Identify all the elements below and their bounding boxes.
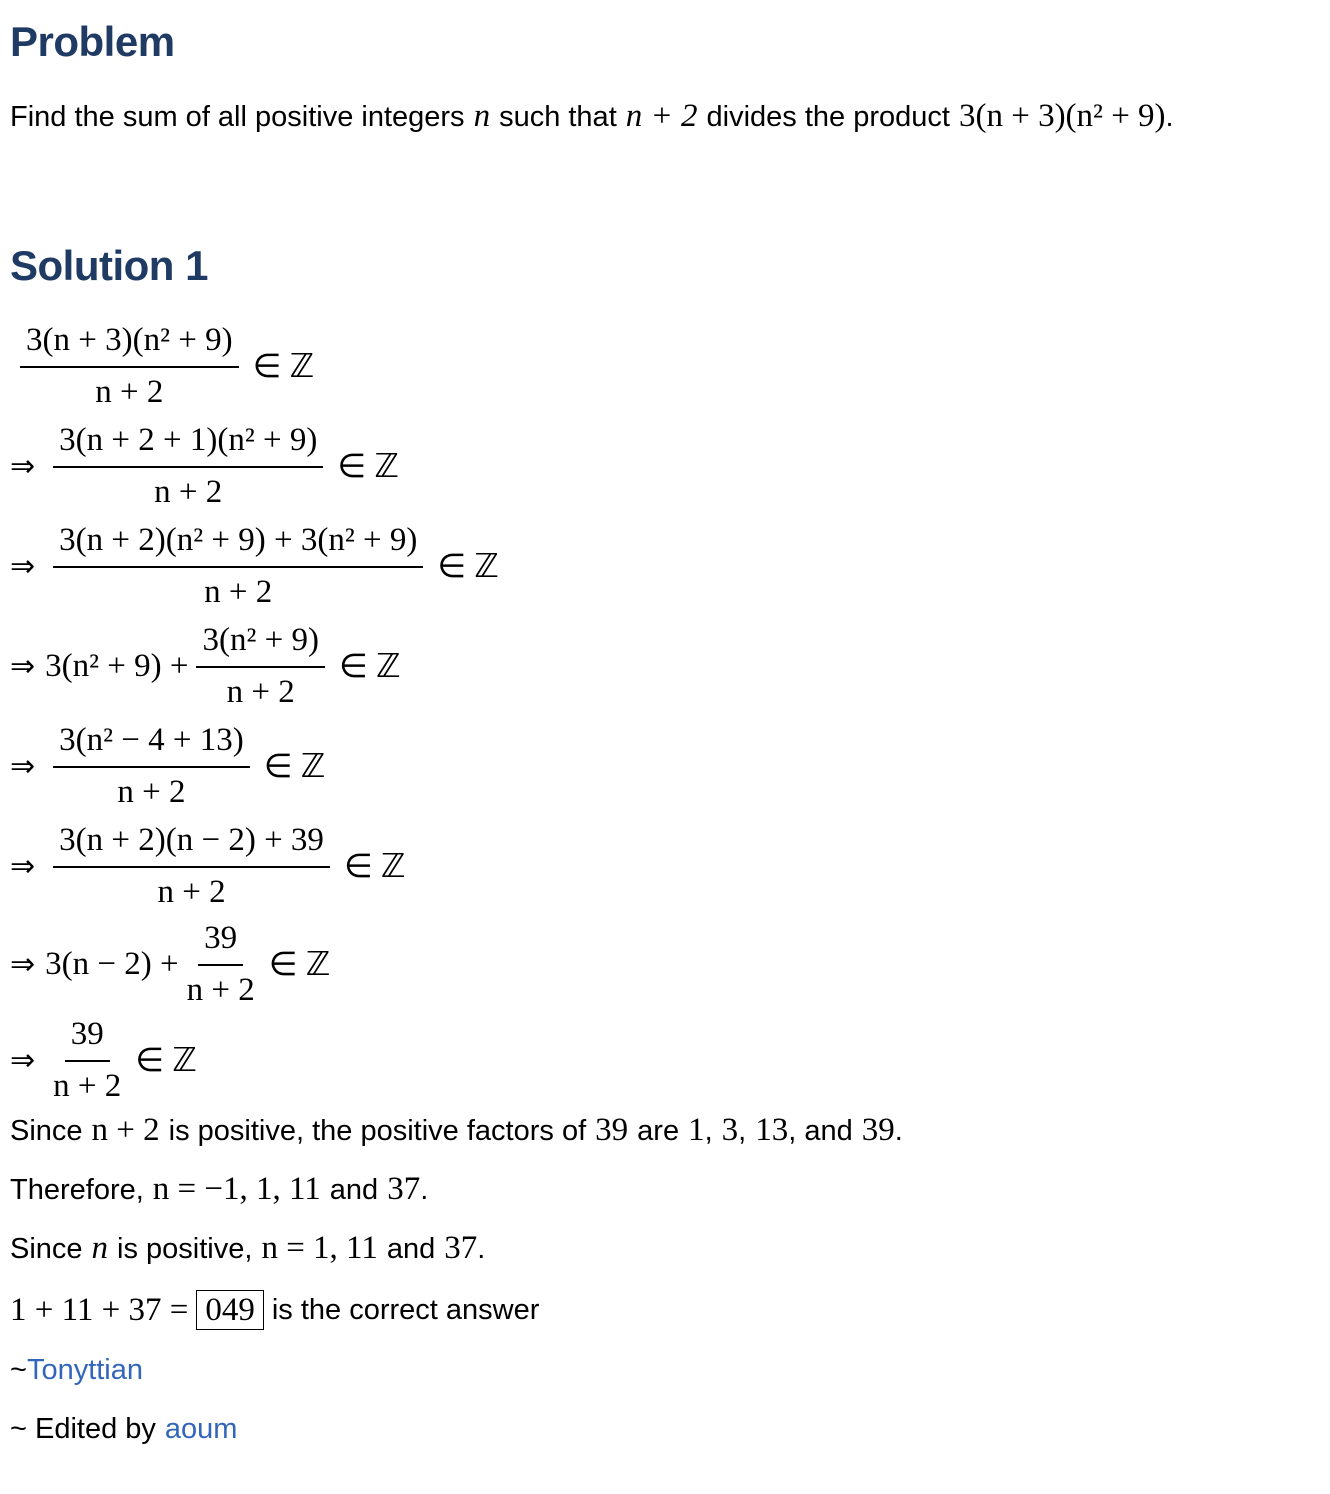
edited-by-text: ~ Edited by [10,1413,156,1445]
math-39: 39 [595,1112,629,1148]
in-integers: ∈ ℤ [135,1043,197,1079]
fraction-numerator: 3(n + 2 + 1)(n² + 9) [53,420,323,468]
text: Since [10,1233,83,1265]
values-sentence [10,1171,428,1208]
derivation-step [10,316,499,416]
math-1: 1 [688,1112,705,1148]
text: and [329,1174,379,1206]
implies-arrow: ⇒ [10,548,36,584]
author-credit [10,1354,143,1387]
problem-text-3: divides the product [706,101,950,133]
problem-heading: Problem [10,18,175,65]
fraction [53,820,330,912]
text: is positive, the positive factors of [168,1115,587,1147]
math-3: 3 [721,1112,739,1148]
derivation-step [10,516,499,616]
implies-arrow: ⇒ [10,748,36,784]
fraction-denominator: n + 2 [204,574,273,610]
derivation-step [10,816,499,916]
fraction [20,320,239,412]
answer-line [10,1290,539,1330]
fraction-denominator: n + 2 [53,1068,122,1104]
in-integers: ∈ ℤ [263,749,326,785]
factors-sentence [10,1112,903,1149]
comma: , [738,1115,747,1147]
editor-link[interactable]: aoum [164,1413,238,1445]
problem-period: . [1165,101,1174,133]
answer-expression: 1 + 11 + 37 = [10,1291,189,1328]
fraction-denominator: n + 2 [117,774,186,810]
text: are [637,1115,680,1147]
comma: , [704,1115,713,1147]
fraction-numerator: 39 [198,918,243,966]
text: and [386,1233,436,1265]
in-integers: ∈ ℤ [338,649,401,685]
editor-credit [10,1413,237,1446]
fraction [53,720,250,812]
period: . [477,1233,486,1265]
derivation-step [10,416,499,516]
math-13: 13 [755,1112,789,1148]
text: , and [788,1115,853,1147]
fraction [53,1014,121,1106]
solution-heading: Solution 1 [10,242,208,289]
in-integers: ∈ ℤ [252,349,315,385]
fraction-numerator: 39 [65,1014,110,1062]
fraction [53,420,323,512]
step-lead: 3(n² + 9) + [45,647,189,684]
text: Therefore, [10,1174,144,1206]
in-integers: ∈ ℤ [437,549,499,585]
implies-arrow: ⇒ [10,946,36,982]
math-37: 37 [444,1230,478,1266]
derivation-step [10,1012,499,1108]
period: . [420,1174,429,1206]
in-integers: ∈ ℤ [268,947,331,983]
math-n-positive-values: n = 1, 11 [261,1230,378,1266]
fraction [187,918,255,1010]
math-n-values: n = −1, 1, 11 [152,1171,321,1207]
fraction-denominator: n + 2 [157,874,226,910]
period: . [894,1115,903,1147]
step-lead: 3(n − 2) + [45,945,179,982]
derivation-step [10,916,499,1012]
fraction-numerator: 3(n + 2)(n − 2) + 39 [53,820,330,868]
boxed-answer: 049 [196,1290,264,1330]
fraction-numerator: 3(n² + 9) [196,620,324,668]
derivation-step [10,716,499,816]
in-integers: ∈ ℤ [337,449,399,485]
author-link[interactable]: Tonyttian [26,1354,144,1386]
fraction-denominator: n + 2 [226,674,295,710]
tilde: ~ [10,1354,27,1386]
answer-text: is the correct answer [271,1293,540,1326]
implies-arrow: ⇒ [10,848,36,884]
fraction-denominator: n + 2 [186,972,255,1008]
problem-statement [10,98,1174,135]
math-n: n [91,1230,109,1266]
math-39: 39 [861,1112,895,1148]
implies-arrow: ⇒ [10,1042,36,1078]
derivation-step [10,616,499,716]
positive-sentence [10,1230,485,1267]
implies-arrow: ⇒ [10,648,36,684]
fraction-denominator: n + 2 [95,374,164,410]
problem-text-1: Find the sum of all positive integers [10,101,465,133]
problem-text-2: such that [499,101,617,133]
implies-arrow: ⇒ [10,448,36,484]
text: Since [10,1115,83,1147]
math-n-plus-2: n + 2 [91,1112,160,1148]
fraction-numerator: 3(n² − 4 + 13) [53,720,250,768]
fraction-numerator: 3(n + 3)(n² + 9) [20,320,239,368]
math-37: 37 [387,1171,421,1207]
math-n: n [473,98,491,134]
fraction [53,520,423,612]
in-integers: ∈ ℤ [343,849,406,885]
text: is positive, [117,1233,253,1265]
fraction-denominator: n + 2 [154,474,223,510]
math-n-plus-2: n + 2 [625,98,698,134]
math-product: 3(n + 3)(n² + 9) [958,98,1166,134]
derivation [10,316,499,1108]
fraction-numerator: 3(n + 2)(n² + 9) + 3(n² + 9) [53,520,423,568]
fraction [196,620,324,712]
